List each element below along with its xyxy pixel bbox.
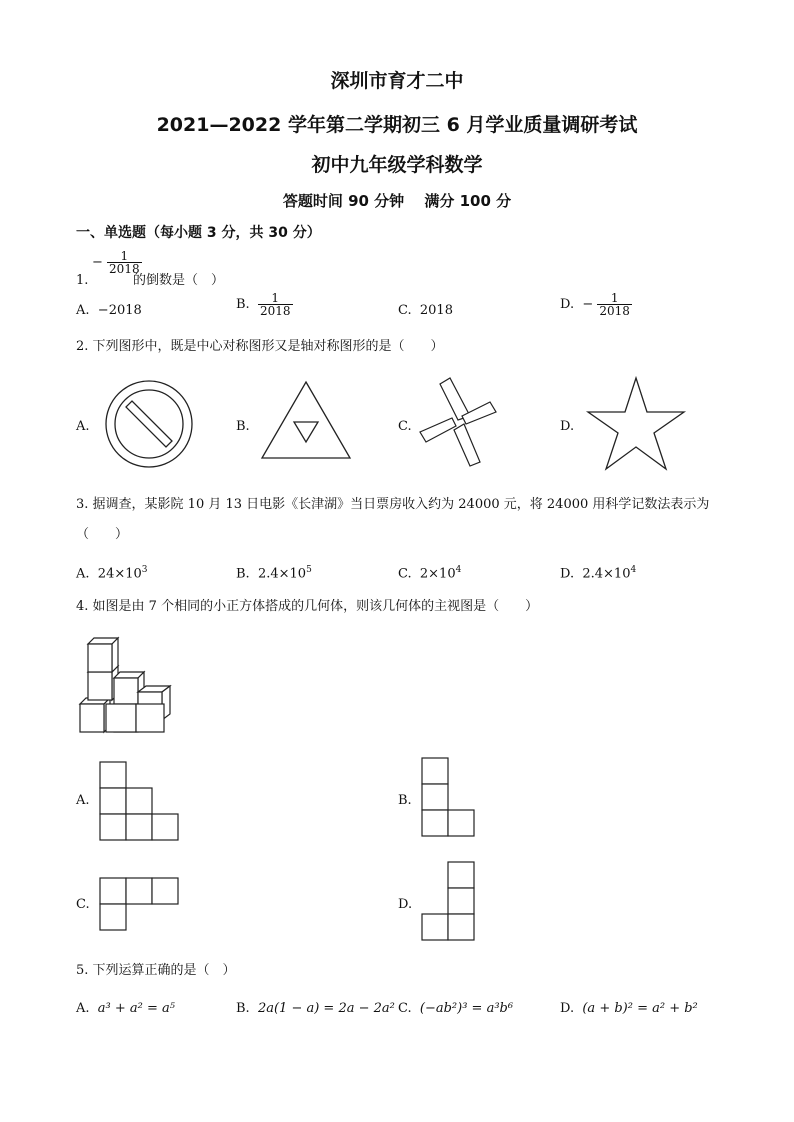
school-name: 深圳市育才二中 [330, 70, 464, 92]
section-title: 一、单选题（每小题 3 分，共 30 分） [76, 225, 321, 241]
q1-frac [107, 250, 142, 275]
q5-option-b[interactable] [236, 1002, 395, 1015]
q4-label-a[interactable]: A. [76, 793, 90, 808]
q1-d-sign: − [582, 297, 594, 312]
q1-number: 1. [76, 273, 89, 288]
q5-d-expr: (a + b)² = a² + b² [582, 1001, 698, 1016]
q1-b-num: 1 [271, 291, 280, 305]
q1-c-label: C. [398, 303, 412, 318]
exam-info: 答题时间 90 分钟 满分 100 分 [282, 192, 512, 210]
q1-frac-num: 1 [120, 249, 129, 263]
q1-d-num: 1 [610, 291, 619, 305]
q1-option-d[interactable] [560, 292, 632, 317]
q5-b-expr: 2a(1 − a) = 2a − 2a² [257, 1001, 395, 1016]
q3-c-exp: 4 [455, 565, 462, 575]
q2-label-c[interactable]: C. [398, 419, 412, 434]
q3-a-base: 24×10 [97, 566, 142, 582]
exam-title: 2021—2022 学年第二学期初三 6 月学业质量调研考试 [156, 114, 638, 136]
star-figure [586, 376, 686, 472]
q1-option-c[interactable] [398, 304, 453, 317]
q5-b-label: B. [236, 1001, 250, 1016]
q1-frac-den: 2018 [109, 262, 140, 276]
q1-b-den: 2018 [259, 304, 291, 318]
q3-a-exp: 3 [141, 565, 148, 575]
q3-b-base: 2.4×10 [257, 566, 307, 582]
q4-text: 4. 如图是由 7 个相同的小正方体搭成的几何体，则该几何体的主视图是（ ） [76, 599, 539, 614]
front-view-a [98, 760, 180, 840]
q3-d-label: D. [560, 566, 575, 582]
triangle-figure [262, 380, 352, 460]
no-symbol-figure [104, 376, 194, 472]
subject-title: 初中九年级学科数学 [311, 154, 483, 176]
q1-b-frac [258, 292, 293, 317]
q5-d-label: D. [560, 1001, 575, 1016]
q5-a-label: A. [76, 1001, 90, 1016]
q1-a-value: −2018 [97, 303, 142, 318]
q2-label-b[interactable]: B. [236, 419, 250, 434]
q3-b-exp: 5 [306, 565, 312, 575]
q1-option-a[interactable] [76, 304, 142, 317]
q5-option-c[interactable] [398, 1002, 513, 1015]
front-view-c [98, 876, 184, 932]
q1-text: 的倒数是（ ） [133, 273, 225, 288]
q2-text: 2. 下列图形中，既是中心对称图形又是轴对称图形的是（ ） [76, 339, 444, 354]
q4-label-c[interactable]: C. [76, 897, 90, 912]
q5-c-expr: (−ab²)³ = a³b⁶ [419, 1001, 514, 1016]
q3-text-cont: （ ） [76, 527, 129, 542]
q5-option-d[interactable] [560, 1002, 698, 1015]
q3-d-exp: 4 [630, 565, 637, 575]
q3-option-b[interactable] [236, 566, 312, 580]
q3-a-label: A. [76, 566, 90, 582]
q1-a-label: A. [76, 303, 90, 318]
q1-frac-sign: − [92, 255, 103, 270]
q3-option-d[interactable] [560, 566, 636, 580]
q1-d-label: D. [560, 297, 575, 312]
q1-option-b[interactable] [236, 292, 293, 317]
q2-label-d[interactable]: D. [560, 419, 575, 434]
q1-d-den: 2018 [599, 304, 630, 318]
q3-d-base: 2.4×10 [582, 566, 631, 582]
q1-d-frac [597, 292, 632, 317]
cube-stack-figure [78, 634, 178, 734]
front-view-d [420, 860, 480, 944]
q4-label-b[interactable]: B. [398, 793, 412, 808]
q5-option-a[interactable] [76, 1002, 175, 1015]
q3-text: 3. 据调查，某影院 10 月 13 日电影《长津湖》当日票房收入约为 24000 元，将 24000 用科学记数法表示为 [76, 497, 710, 512]
q1-fraction [92, 250, 142, 275]
q3-c-base: 2×10 [419, 566, 456, 582]
q5-a-expr: a³ + a² = a⁵ [97, 1001, 175, 1016]
q3-c-label: C. [398, 566, 412, 582]
q3-b-label: B. [236, 566, 250, 582]
q1-b-label: B. [236, 297, 250, 312]
q3-option-a[interactable] [76, 566, 148, 580]
q1-c-value: 2018 [419, 303, 453, 318]
q5-c-label: C. [398, 1001, 412, 1016]
front-view-b [420, 756, 480, 840]
q5-text: 5. 下列运算正确的是（ ） [76, 963, 236, 978]
pinwheel-figure [420, 376, 498, 468]
q2-label-a[interactable]: A. [76, 419, 90, 434]
q3-option-c[interactable] [398, 566, 461, 580]
q4-label-d[interactable]: D. [398, 897, 413, 912]
